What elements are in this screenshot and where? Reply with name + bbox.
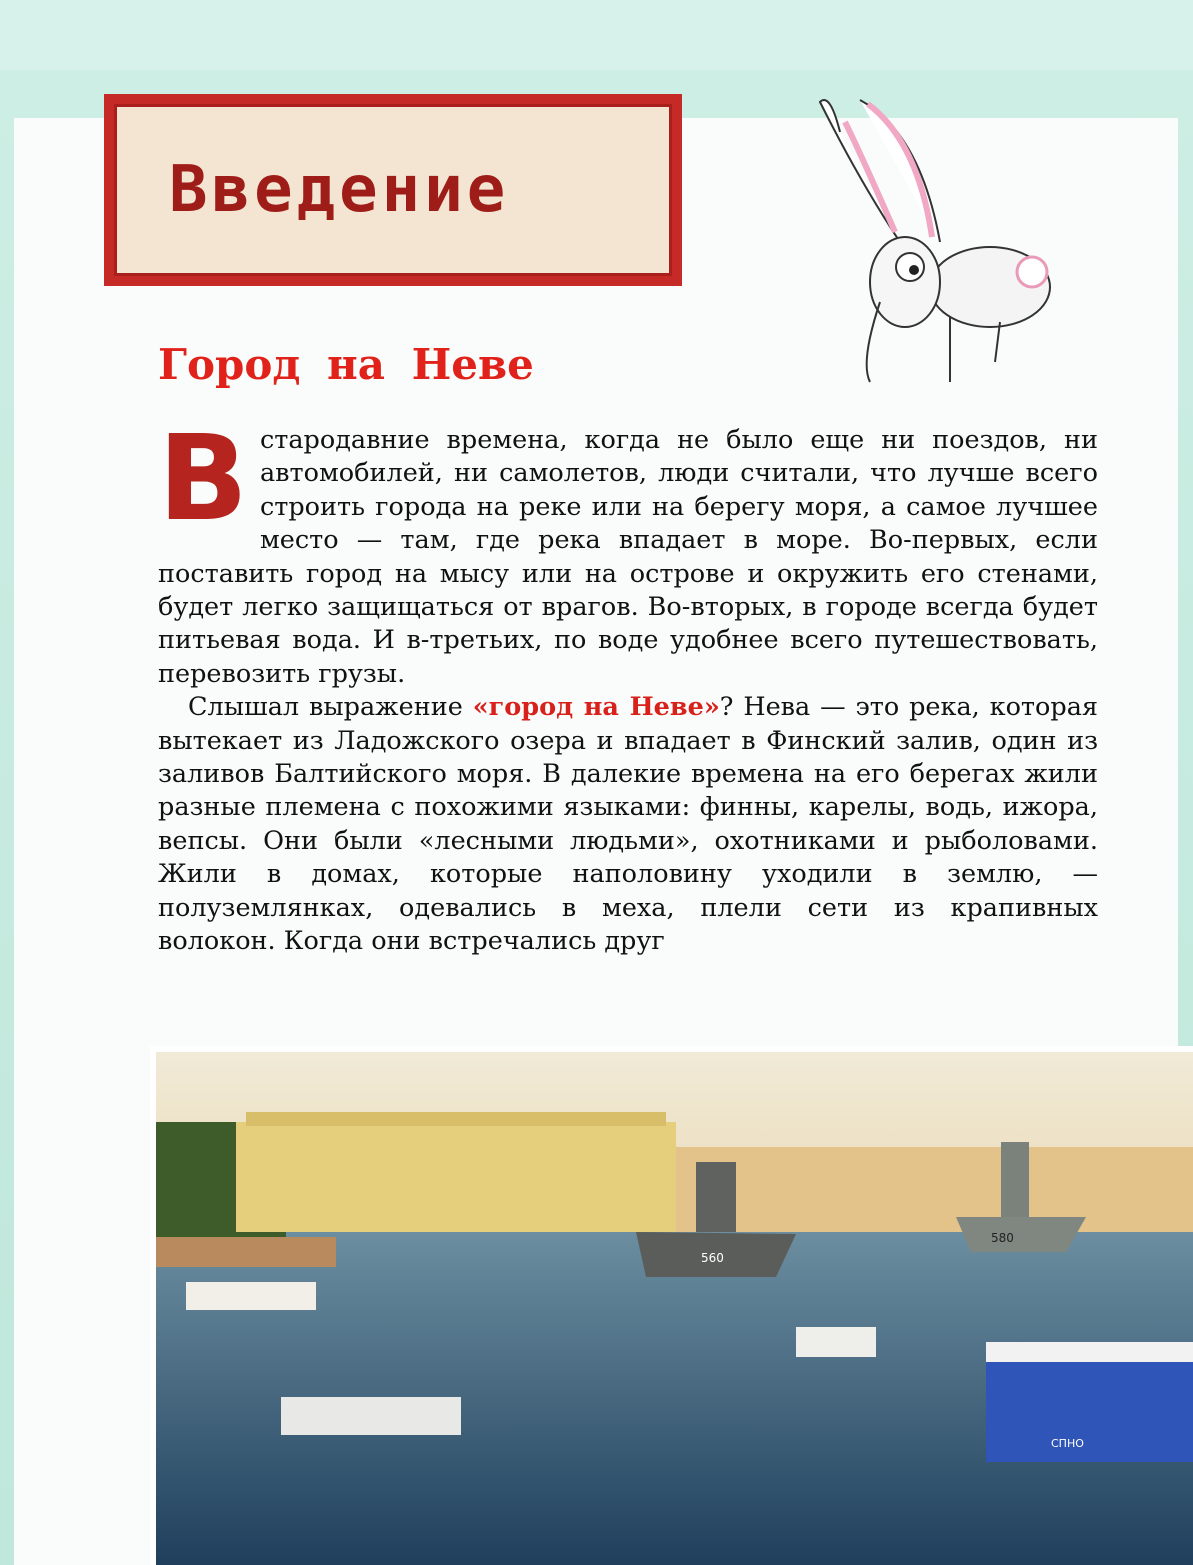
blue-ship-deck [986, 1342, 1193, 1362]
article-body [158, 409, 1098, 959]
embankment [156, 1237, 336, 1267]
torn-paper-top [0, 0, 1193, 70]
tour-boat-1 [186, 1282, 316, 1310]
paragraph-2 [158, 691, 1098, 958]
embankment-buildings [676, 1147, 1193, 1232]
paragraph-1-text: стародавние времена, когда не было еще ни поездов, ни автомобилей, ни самолетов, люди считали, что лучше всего строить города на реке или на берегу моря, а самое лучшее место — там, где река впадает в море. Во-первых, если поставить город на мысу или на острове и окружить его стенами, будет легко защищаться от врагов. Во-вторых, в городе всегда будет питьевая вода. И в-третьих, по воде удобнее всего путешествовать, перевозить грузы. [158, 425, 1098, 689]
blue-ship-label: СПНО [1051, 1437, 1084, 1450]
paragraph-2-before: Слышал выражение [188, 692, 473, 723]
paragraph-1 [158, 409, 1098, 691]
chapter-title-plate [104, 94, 682, 286]
tour-boat-2 [281, 1397, 461, 1435]
warship-right-number: 580 [991, 1231, 1014, 1245]
drop-cap: В [158, 409, 248, 547]
section-heading: Город на Неве [158, 340, 534, 389]
hare-illustration [800, 92, 1060, 392]
neva-river-photo [150, 1046, 1193, 1565]
tour-boat-3 [796, 1327, 876, 1357]
warship-left-tower [696, 1162, 736, 1232]
chapter-title: Введение [169, 153, 510, 227]
warship-left-number: 560 [701, 1251, 724, 1265]
warship-right-tower [1001, 1142, 1029, 1217]
senate-building [236, 1122, 676, 1232]
chapter-title-frame [114, 104, 672, 276]
building-cornice [246, 1112, 666, 1126]
highlight-phrase: «город на Неве» [472, 692, 720, 723]
paragraph-2-after: ? Нева — это река, которая вытекает из Ладожского озера и впадает в Финский залив, один из заливов Балтийского моря. В далекие времена на его берегах жили разные племена с похожими языками: финны, карелы, водь, ижора, вепсы. Они были «лесными людьми», охотниками и рыболовами. Жили в домах, которые наполовину уходили в землю, — полуземлянках, одевались в меха, плели сети из крапивных волокон. Когда они встречались друг [158, 692, 1098, 957]
neva-photo-drawing [156, 1052, 1193, 1565]
blue-passenger-ship [986, 1352, 1193, 1462]
warship-right [956, 1217, 1086, 1252]
